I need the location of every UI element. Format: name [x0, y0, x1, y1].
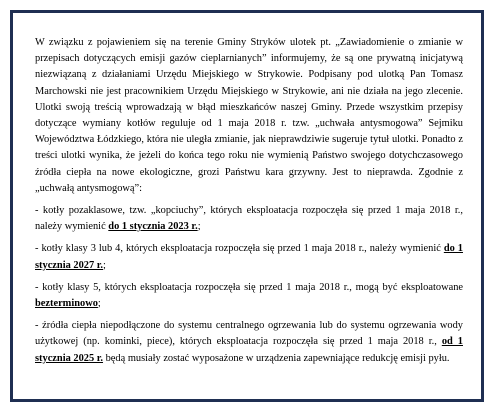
item-text: - źródła ciepła niepodłączone do systemu centralnego ogrzewania lub do systemu ogrzewania wody użytkowej (np. kominki, piece), których eksploatacja rozpoczęła się przed 1 maja 2018 r., — [35, 320, 463, 348]
notice-content — [35, 35, 463, 367]
item-text: - kotły klasy 5, których eksploatacja rozpoczęła się przed 1 maja 2018 r., mogą być eksploatowane — [35, 281, 463, 293]
item-text-end: będą musiały zostać wyposażone w urządzenia zapewniające redukcję emisji pyłu. — [103, 352, 450, 364]
item-text-end: ; — [97, 298, 101, 310]
list-item — [35, 203, 463, 235]
notice-frame — [10, 10, 484, 402]
list-item — [35, 318, 463, 367]
list-item — [35, 241, 463, 273]
deadline-date: od 1 stycznia 2025 r. — [35, 336, 463, 364]
deadline-date: do 1 stycznia 2023 r. — [108, 221, 198, 233]
item-text-end: ; — [103, 259, 106, 271]
item-text: - kotły pozaklasowe, tzw. „kopciuchy”, których eksploatacja rozpoczęła się przed 1 maja 2018 r., należy wymienić — [35, 205, 463, 233]
list-item — [35, 280, 463, 312]
intro-paragraph: W związku z pojawieniem się na terenie Gminy Stryków ulotek pt. „Zawiadomienie o zmianie w przepisach dotyczących emisji gazów cieplarnianych” informujemy, że są one prywatną inicjatywą niezwiązaną z działaniami Urzędu Miejskiego w Strykowie. Podpisany pod ulotką Pan Tomasz Marchowski nie jest pracownikiem Urzędu Miejskiego w Strykowie, ani nie działa na jego zlecenie. Ulotki swoją treścią wprowadzają w błąd mieszkańców naszej Gminy. Przede wszystkim przepisy dotyczące wymiany kotłów reguluje od 1 maja 2018 r. tzw. „uchwała antysmogowa” Sejmiku Województwa Łódzkiego, która nie uległa zmianie, jak nieprawdziwie sugeruje tytuł ulotki. Ponadto z treści ulotki wynika, że jeżeli do końca tego roku nie wymienią Państwo swojego dotychczasowego źródła ciepła na nowe ekologiczne, grozi Państwu kara grzywny. Jest to nieprawda. Zgodnie z „uchwałą antysmogową”: — [35, 37, 463, 194]
deadline-date: do 1 stycznia 2027 r. — [35, 243, 463, 271]
deadline-date: bezterminowo — [35, 298, 98, 310]
item-text-end: ; — [197, 221, 201, 233]
item-text: - kotły klasy 3 lub 4, których eksploatacja rozpoczęła się przed 1 maja 2018 r., należy wymienić — [35, 243, 444, 255]
